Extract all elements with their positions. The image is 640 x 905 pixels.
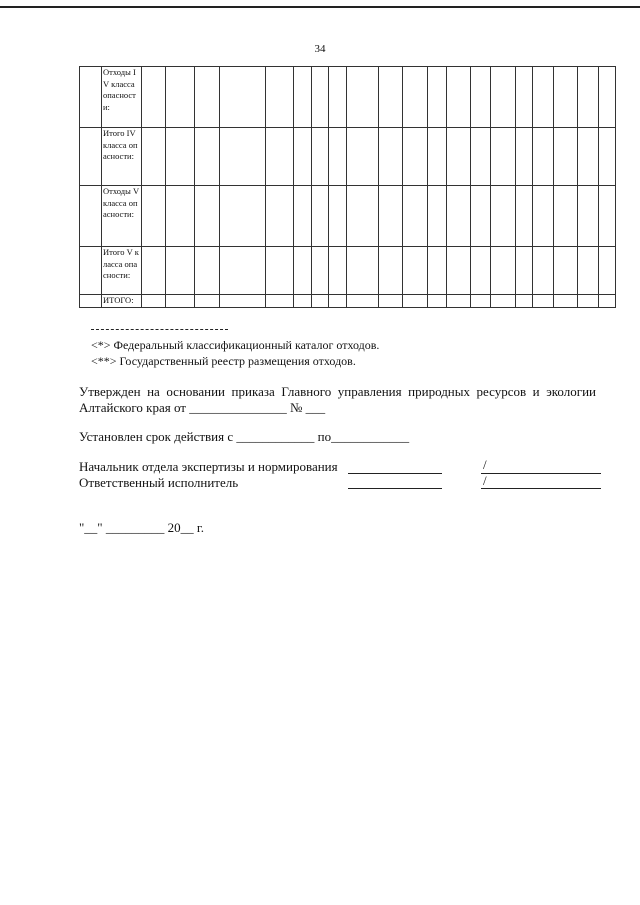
table-cell [142,186,166,247]
table-cell [516,67,533,128]
table-cell [471,128,491,186]
table-cell [578,186,599,247]
table-cell [166,247,195,295]
signature-slash: / [483,473,487,488]
signature-head-title: Начальник отдела экспертизы и нормирования [79,459,338,474]
table-cell [142,67,166,128]
table-cell [428,67,447,128]
table-cell [195,186,220,247]
table-cell [516,128,533,186]
table-cell [599,128,616,186]
table-cell [428,186,447,247]
table-cell [533,186,554,247]
row-label: Итого V класса опасности: [102,247,142,295]
table-row [80,128,616,186]
table-cell [578,67,599,128]
table-cell [554,67,578,128]
table-cell [80,186,102,247]
table-cell [491,295,516,308]
table-cell [447,128,471,186]
table-cell [578,247,599,295]
table-cell [554,128,578,186]
table-cell [294,186,312,247]
table-cell [142,128,166,186]
table-cell [491,67,516,128]
table-cell [329,295,347,308]
table-cell [142,247,166,295]
top-border-rule [0,6,640,8]
table-cell [447,186,471,247]
table-cell [220,247,266,295]
table-cell [554,186,578,247]
table-cell [312,295,329,308]
table-cell [516,186,533,247]
table-cell [266,247,294,295]
table-cell [599,247,616,295]
table-cell [195,67,220,128]
signature-line [348,488,442,489]
table-cell [554,295,578,308]
table-cell [80,128,102,186]
table-row [80,247,616,295]
table-cell [195,295,220,308]
table-cell [447,295,471,308]
table-cell [403,186,428,247]
table-cell [220,295,266,308]
table-cell [294,247,312,295]
table-cell [599,186,616,247]
table-cell [599,67,616,128]
table-cell [80,67,102,128]
table-cell [329,128,347,186]
table-cell [403,67,428,128]
table-row [80,67,616,128]
row-label: Отходы IV класса опасности: [102,67,142,128]
table-cell [471,295,491,308]
table-cell [220,186,266,247]
date-line: "__" _________ 20__ г. [79,520,204,535]
table-cell [471,247,491,295]
table-cell [220,67,266,128]
table-cell [329,247,347,295]
table-cell [379,295,403,308]
table-cell [329,67,347,128]
table-cell [195,128,220,186]
footnote-separator [91,329,228,330]
table-cell [166,67,195,128]
table-cell [312,247,329,295]
table-cell [403,247,428,295]
table-cell [266,295,294,308]
footnote-1: <*> Федеральный классификационный каталог отходов. [91,338,380,352]
table-cell [533,295,554,308]
table-cell [428,295,447,308]
table-cell [329,186,347,247]
table-cell [533,67,554,128]
row-label: Отходы V класса опасности: [102,186,142,247]
table-cell [578,128,599,186]
table-cell [80,295,102,308]
table-cell [471,67,491,128]
table-row [80,186,616,247]
table-cell [516,247,533,295]
table-cell [403,128,428,186]
table-cell [166,295,195,308]
validity-period: Установлен срок действия с ____________ по____________ [79,429,410,444]
table-cell [491,247,516,295]
row-label: Итого IV класса опасности: [102,128,142,186]
row-label: ИТОГО: [102,295,142,308]
table-cell [347,186,379,247]
table-cell [220,128,266,186]
table-cell [312,67,329,128]
table-cell [599,295,616,308]
approval-line-1: Утвержден на основании приказа Главного управления природных ресурсов и экологии [79,384,596,399]
table-cell [516,295,533,308]
table-cell [266,128,294,186]
signature-slash: / [483,457,487,472]
table-cell [166,128,195,186]
table-cell [294,295,312,308]
table-cell [491,186,516,247]
table-cell [294,67,312,128]
table-cell [347,295,379,308]
table-cell [379,247,403,295]
table-cell [294,128,312,186]
table-cell [347,247,379,295]
name-line [481,473,601,474]
table-cell [347,128,379,186]
table-cell [403,295,428,308]
table-cell [347,67,379,128]
name-line [481,488,601,489]
table-cell [142,295,166,308]
table-cell [379,67,403,128]
table-cell [379,128,403,186]
footnote-2: <**> Государственный реестр размещения отходов. [91,354,356,368]
table-cell [312,128,329,186]
table-cell [195,247,220,295]
table-cell [447,67,471,128]
table-cell [428,247,447,295]
signature-line [348,473,442,474]
table-cell [312,186,329,247]
waste-table [79,66,616,308]
table-cell [471,186,491,247]
table-cell [266,67,294,128]
table-cell [166,186,195,247]
page-number: 34 [314,43,326,55]
table-cell [379,186,403,247]
table-row [80,295,616,308]
table-cell [578,295,599,308]
signature-executor-title: Ответственный исполнитель [79,475,239,490]
table-cell [533,128,554,186]
table-cell [533,247,554,295]
table-cell [266,186,294,247]
approval-line-2: Алтайского края от _______________ № ___ [79,400,326,415]
table-cell [447,247,471,295]
table-cell [554,247,578,295]
table-cell [428,128,447,186]
table-cell [491,128,516,186]
table-cell [80,247,102,295]
